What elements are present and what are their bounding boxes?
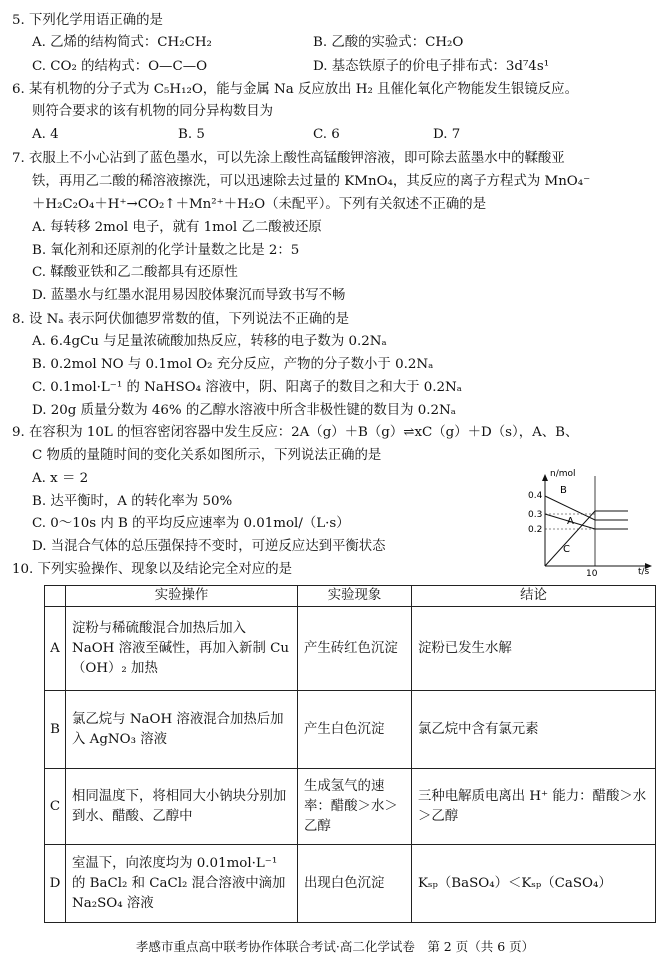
- q9-graph-ytick-03: 0.3: [528, 510, 543, 520]
- q10-table-row-b: [45, 691, 656, 769]
- q10-row-label: B: [45, 691, 66, 769]
- q8-option-a: A. 6.4gCu 与足量浓硫酸加热反应，转移的电子数为 0.2Nₐ: [32, 334, 387, 349]
- q6-line-1: 6. 某有机物的分子式为 C₅H₁₂O，能与金属 Na 反应放出 H₂ 且催化氧化产物能发生银镜反应。: [12, 82, 578, 97]
- q9-graph-ylabel: n/mol: [550, 469, 576, 479]
- q5-option-a: A. 乙烯的结构简式：CH₂CH₂: [32, 35, 212, 50]
- q10-row-label: A: [45, 607, 66, 691]
- q9-graph-curve-b: [545, 496, 628, 520]
- q10-header-operation: 实验操作: [66, 586, 298, 607]
- q5-option-b: B. 乙酸的实验式：CH₂O: [313, 35, 464, 50]
- q9-graph: [520, 466, 660, 576]
- q10-header-phenomenon: 实验现象: [298, 586, 412, 607]
- q7-line-1: 7. 衣服上不小心沾到了蓝色墨水，可以先涂上酸性高锰酸钾溶液，即可除去蓝墨水中的鞣酸亚: [12, 151, 565, 166]
- q6-option-b: B. 5: [178, 127, 205, 142]
- q10-table: [44, 585, 656, 923]
- q9-graph-ytick-04: 0.4: [528, 491, 543, 501]
- q5-option-d: D. 基态铁原子的价电子排布式：3d⁷4s¹: [313, 59, 550, 74]
- q10-row-phenomenon: 生成氢气的速率：醋酸＞水＞乙醇: [298, 769, 412, 845]
- q9-line-2: C 物质的量随时间的变化关系如图所示，下列说法正确的是: [32, 448, 382, 463]
- q10-table-row-c: [45, 769, 656, 845]
- q9-option-b: B. 达平衡时，A 的转化率为 50%: [32, 494, 233, 509]
- q9-graph-label-b: B: [560, 485, 567, 496]
- q10-row-phenomenon: 产生砖红色沉淀: [298, 607, 412, 691]
- q10-row-operation: 氯乙烷与 NaOH 溶液混合加热后加入 AgNO₃ 溶液: [66, 691, 298, 769]
- q9-option-c: C. 0～10s 内 B 的平均反应速率为 0.01mol/（L·s）: [32, 516, 350, 531]
- q7-option-a: A. 每转移 2mol 电子，就有 1mol 乙二酸被还原: [32, 220, 322, 235]
- q10-table-header-row: [45, 586, 656, 607]
- q8-option-b: B. 0.2mol NO 与 0.1mol O₂ 充分反应，产物的分子数小于 0.2Nₐ: [32, 357, 434, 372]
- q5-stem: 5. 下列化学用语正确的是: [12, 13, 163, 28]
- q7-option-d: D. 蓝墨水与红墨水混用易因胶体聚沉而导致书写不畅: [32, 288, 346, 303]
- q10-row-phenomenon: 出现白色沉淀: [298, 845, 412, 923]
- q10-row-operation: 淀粉与稀硫酸混合加热后加入 NaOH 溶液至碱性，再加入新制 Cu（OH）₂ 加热: [66, 607, 298, 691]
- q9-graph-xtick: 10: [586, 569, 598, 576]
- page-footer: 孝感市重点高中联考协作体联合考试·高二化学试卷 第 2 页（共 6 页）: [135, 939, 535, 954]
- q10-header-blank: [45, 586, 66, 607]
- q10-header-conclusion: 结论: [412, 586, 656, 607]
- q10-row-conclusion: 淀粉已发生水解: [412, 607, 656, 691]
- q9-graph-curve-c: [545, 511, 628, 566]
- q10-row-conclusion: 氯乙烷中含有氯元素: [412, 691, 656, 769]
- q9-graph-ytick-02: 0.2: [528, 525, 543, 535]
- q8-stem: 8. 设 Nₐ 表示阿伏伽德罗常数的值，下列说法不正确的是: [12, 312, 350, 327]
- q7-line-2: 铁，再用乙二酸的稀溶液擦洗，可以迅速除去过量的 KMnO₄，其反应的离子方程式为 MnO₄⁻: [32, 174, 591, 189]
- q7-line-3: ＋H₂C₂O₄＋H⁺→CO₂↑＋Mn²⁺＋H₂O（未配平）。下列有关叙述不正确的是: [32, 197, 487, 212]
- q8-option-c: C. 0.1mol·L⁻¹ 的 NaHSO₄ 溶液中，阴、阳离子的数目之和大于 0.2Nₐ: [32, 380, 462, 395]
- q9-graph-label-c: C: [563, 544, 570, 555]
- q10-row-conclusion: 三种电解质电离出 H⁺ 能力：醋酸＞水＞乙醇: [412, 769, 656, 845]
- q6-option-d: D. 7: [433, 127, 461, 142]
- q10-row-conclusion: Kₛₚ（BaSO₄）＜Kₛₚ（CaSO₄）: [412, 845, 656, 923]
- q6-option-a: A. 4: [32, 127, 59, 142]
- q10-row-operation: 相同温度下，将相同大小钠块分别加到水、醋酸、乙醇中: [66, 769, 298, 845]
- q10-table-row-a: [45, 607, 656, 691]
- q7-option-c: C. 鞣酸亚铁和乙二酸都具有还原性: [32, 265, 238, 280]
- q10-table-row-d: [45, 845, 656, 923]
- q10-stem: 10. 下列实验操作、现象以及结论完全对应的是: [12, 562, 292, 577]
- q5-option-c: C. CO₂ 的结构式：O—C—O: [32, 59, 208, 74]
- q9-graph-xlabel: t/s: [638, 567, 650, 576]
- q9-line-1: 9. 在容积为 10L 的恒容密闭容器中发生反应：2A（g）＋B（g）⇌xC（g）＋D（s），A、B、: [12, 425, 579, 440]
- q10-row-operation: 室温下，向浓度均为 0.01mol·L⁻¹ 的 BaCl₂ 和 CaCl₂ 混合溶液中滴加 Na₂SO₄ 溶液: [66, 845, 298, 923]
- q6-option-c: C. 6: [313, 127, 340, 142]
- q6-line-2: 则符合要求的该有机物的同分异构数目为: [32, 104, 274, 119]
- q10-row-label: C: [45, 769, 66, 845]
- q10-row-phenomenon: 产生白色沉淀: [298, 691, 412, 769]
- q10-row-label: D: [45, 845, 66, 923]
- q7-option-b: B. 氧化剂和还原剂的化学计量数之比是 2：5: [32, 243, 300, 258]
- q9-option-a: A. x ＝ 2: [32, 471, 89, 486]
- q9-graph-label-a: A: [567, 516, 574, 527]
- q8-option-d: D. 20g 质量分数为 46% 的乙醇水溶液中所含非极性键的数目为 0.2Nₐ: [32, 403, 456, 418]
- q9-option-d: D. 当混合气体的总压强保持不变时，可逆反应达到平衡状态: [32, 539, 386, 554]
